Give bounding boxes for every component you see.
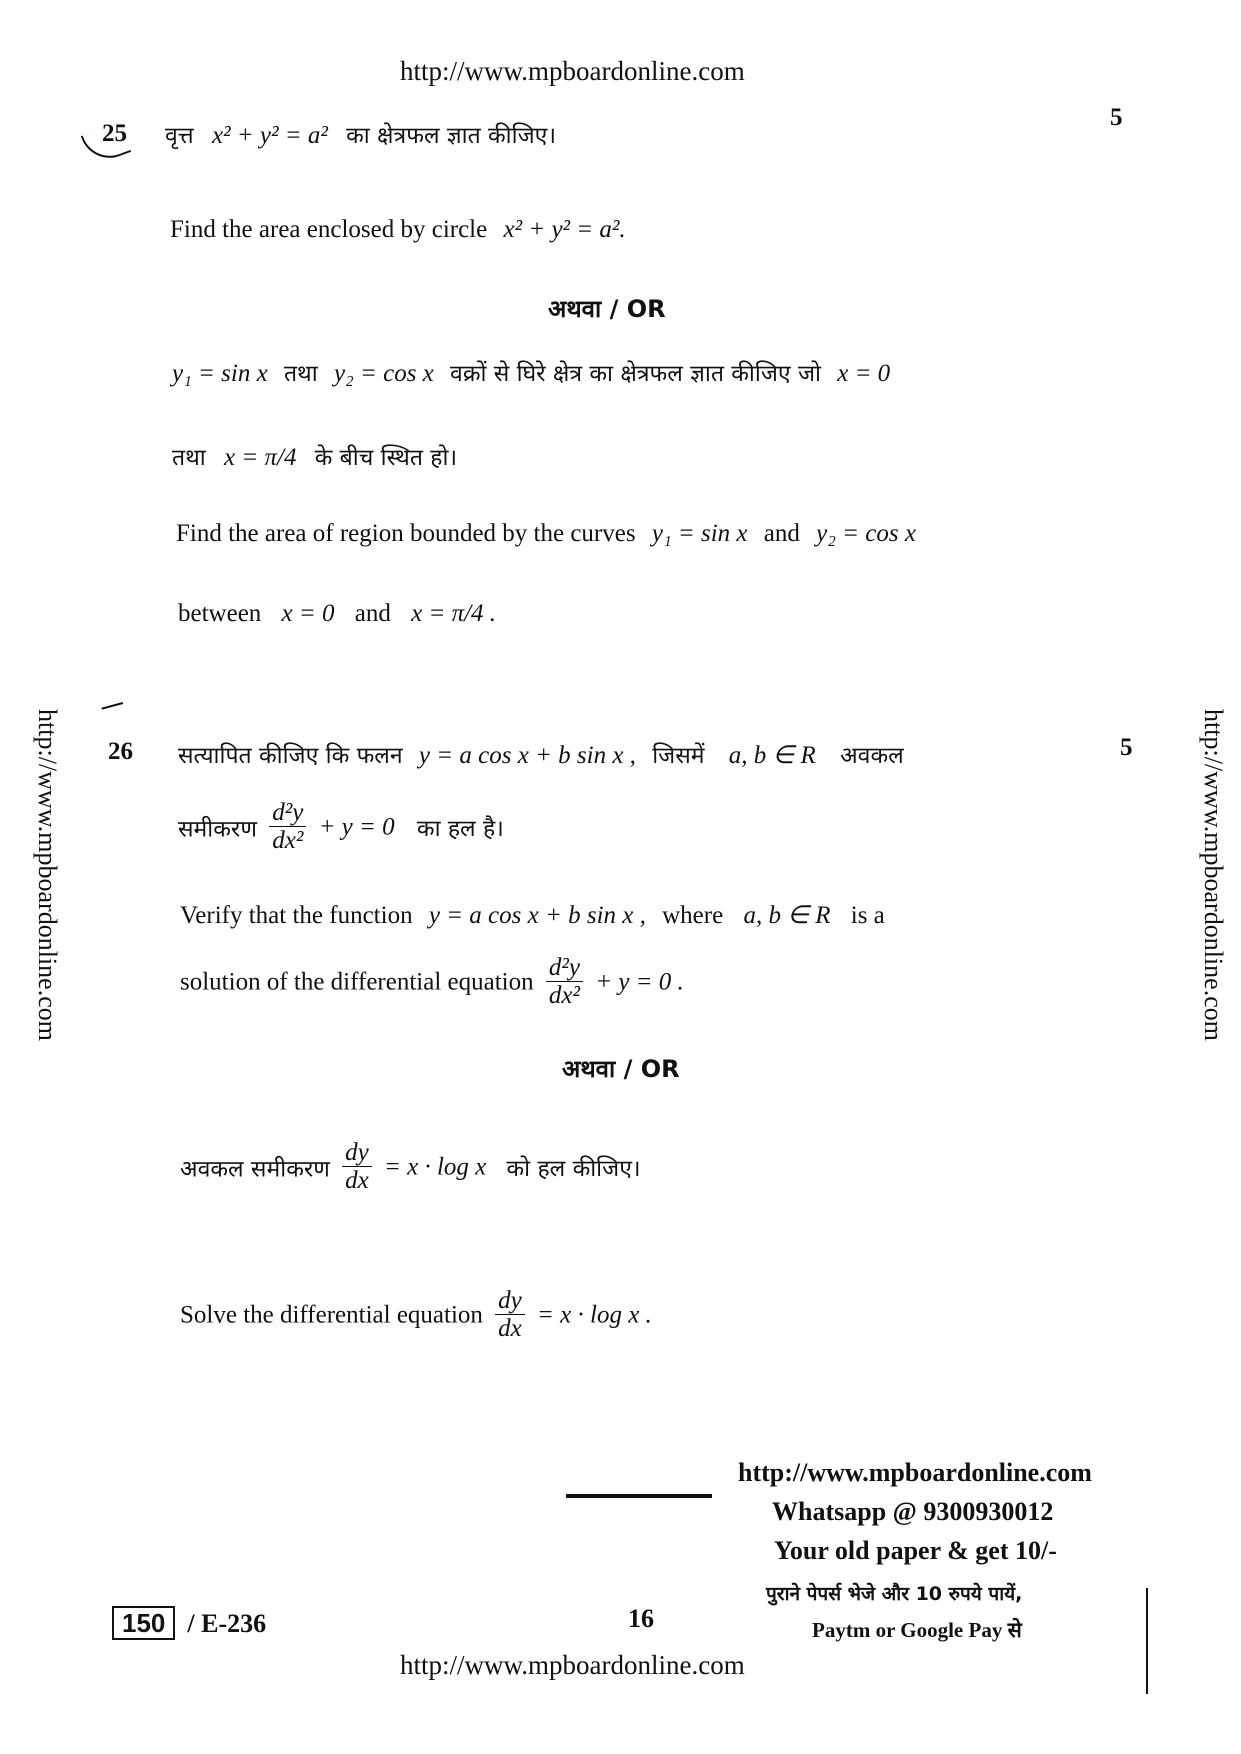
q25-hindi-prefix: वृत्त (165, 123, 194, 149)
hindi-text: समीकरण (178, 816, 257, 843)
fraction-dy-dx (495, 1288, 525, 1343)
hindi-text: अवकल समीकरण (180, 1156, 330, 1183)
english-text: solution of the differential equation (180, 968, 534, 996)
q26-hindi-line-1 (178, 738, 904, 770)
hindi-text: सत्यापित कीजिए कि फलन (178, 743, 403, 769)
fraction-numerator: dy (495, 1288, 525, 1315)
english-between: between (178, 600, 262, 627)
q26-english-line-2 (180, 955, 684, 1010)
math-function: y = a cos x + b sin x , (418, 742, 636, 769)
q25-alt-english-line-2 (178, 600, 496, 628)
fraction-d2y-dx2 (546, 955, 583, 1010)
question-marks: 5 (1110, 104, 1123, 131)
math-ab-in-r: a, b ∈ R (728, 742, 816, 769)
fraction-denominator: dx (345, 1167, 369, 1195)
math-y2-cos: y₂ = cos x (333, 360, 434, 387)
or-separator: अथवा / OR (562, 1055, 680, 1083)
footer-hindi-offer: पुराने पेपर्स भेजे और 10 रुपये पायें, (766, 1583, 1023, 1605)
english-text: is a (850, 902, 885, 929)
q26-hindi-line-2 (178, 800, 504, 855)
fraction-numerator: d²y (546, 955, 583, 982)
q25-alt-english-line-1 (176, 520, 916, 548)
q25-english-equation: x² + y² = a². (503, 216, 626, 243)
fraction-denominator: dx² (272, 827, 304, 855)
fraction-d2y-dx2 (269, 800, 306, 855)
code-suffix: / E-236 (187, 1609, 267, 1638)
english-and: and (763, 520, 800, 547)
math-y2-cos: y₂ = cos x (816, 520, 916, 547)
bottom-url: http://www.mpboardonline.com (400, 1650, 745, 1680)
hindi-text: के बीच स्थित हो। (314, 445, 458, 471)
math-x-zero: x = 0 (837, 360, 891, 387)
footer-payment: Paytm or Google Pay से (812, 1618, 1022, 1642)
english-text: where (662, 902, 724, 929)
question-number: 25 (102, 120, 127, 147)
math-x-pi4: x = π/4 (224, 444, 297, 471)
math-y1-sin: y₁ = sin x (172, 360, 268, 387)
english-text: Solve the differential equation (180, 1301, 483, 1329)
math-x-log-x: = x · log x . (537, 1301, 652, 1329)
hindi-text: वक्रों से घिरे क्षेत्र का क्षेत्रफल ज्ञात कीजिए जो (450, 361, 821, 387)
fraction-numerator: d²y (269, 800, 306, 827)
handwritten-tick-mark (99, 692, 123, 709)
header-url: http://www.mpboardonline.com (400, 56, 745, 86)
q26-alt-english (180, 1288, 652, 1343)
page-number: 16 (628, 1604, 654, 1633)
fraction-numerator: dy (342, 1140, 372, 1167)
math-x-zero: x = 0 (281, 600, 335, 627)
math-function: y = a cos x + b sin x , (428, 902, 646, 929)
divider-line (566, 1494, 712, 1498)
code-box: 150 (112, 1606, 175, 1640)
q25-alt-hindi-line-1 (172, 356, 890, 388)
q25-english-question (170, 216, 626, 244)
right-watermark: http://www.mpboardonline.com (1199, 709, 1228, 1041)
q25-hindi-question (165, 118, 556, 150)
english-and: and (354, 600, 391, 627)
english-text: Find the area of region bounded by the curves (176, 520, 636, 547)
fraction-denominator: dx² (548, 982, 580, 1010)
q25-equation: x² + y² = a² (211, 122, 328, 149)
q25-english-prefix: Find the area enclosed by circle (170, 216, 488, 243)
math-ab-in-r: a, b ∈ R (743, 902, 831, 929)
paper-code (112, 1608, 266, 1639)
margin-line (1146, 1588, 1148, 1694)
math-plus-y-zero: + y = 0 . (595, 968, 684, 996)
question-number: 26 (108, 738, 133, 765)
hindi-text: अवकल (840, 743, 904, 769)
hindi-text: का हल है। (416, 816, 504, 843)
hindi-and: तथा (283, 361, 318, 387)
math-y1-sin: y₁ = sin x (651, 520, 748, 547)
fraction-denominator: dx (498, 1315, 522, 1343)
or-separator: अथवा / OR (548, 295, 666, 323)
fraction-dy-dx (342, 1140, 372, 1195)
math-x-pi4: x = π/4 . (411, 600, 497, 627)
q25-hindi-suffix: का क्षेत्रफल ज्ञात कीजिए। (346, 123, 557, 149)
hindi-text: जिसमें (652, 743, 705, 769)
footer-offer: Your old paper & get 10/- (774, 1536, 1057, 1565)
math-plus-y-zero: + y = 0 (318, 813, 395, 841)
english-text: Verify that the function (180, 902, 413, 929)
footer-whatsapp: Whatsapp @ 9300930012 (772, 1497, 1054, 1526)
q26-english-line-1 (180, 900, 885, 930)
hindi-and: तथा (172, 445, 206, 471)
left-watermark: http://www.mpboardonline.com (33, 709, 62, 1041)
q25-alt-hindi-line-2 (172, 440, 457, 472)
hindi-text: को हल कीजिए। (506, 1156, 641, 1183)
question-marks: 5 (1120, 734, 1133, 761)
q26-alt-hindi (180, 1140, 641, 1195)
math-x-log-x: = x · log x (384, 1153, 487, 1181)
footer-url: http://www.mpboardonline.com (738, 1458, 1092, 1487)
